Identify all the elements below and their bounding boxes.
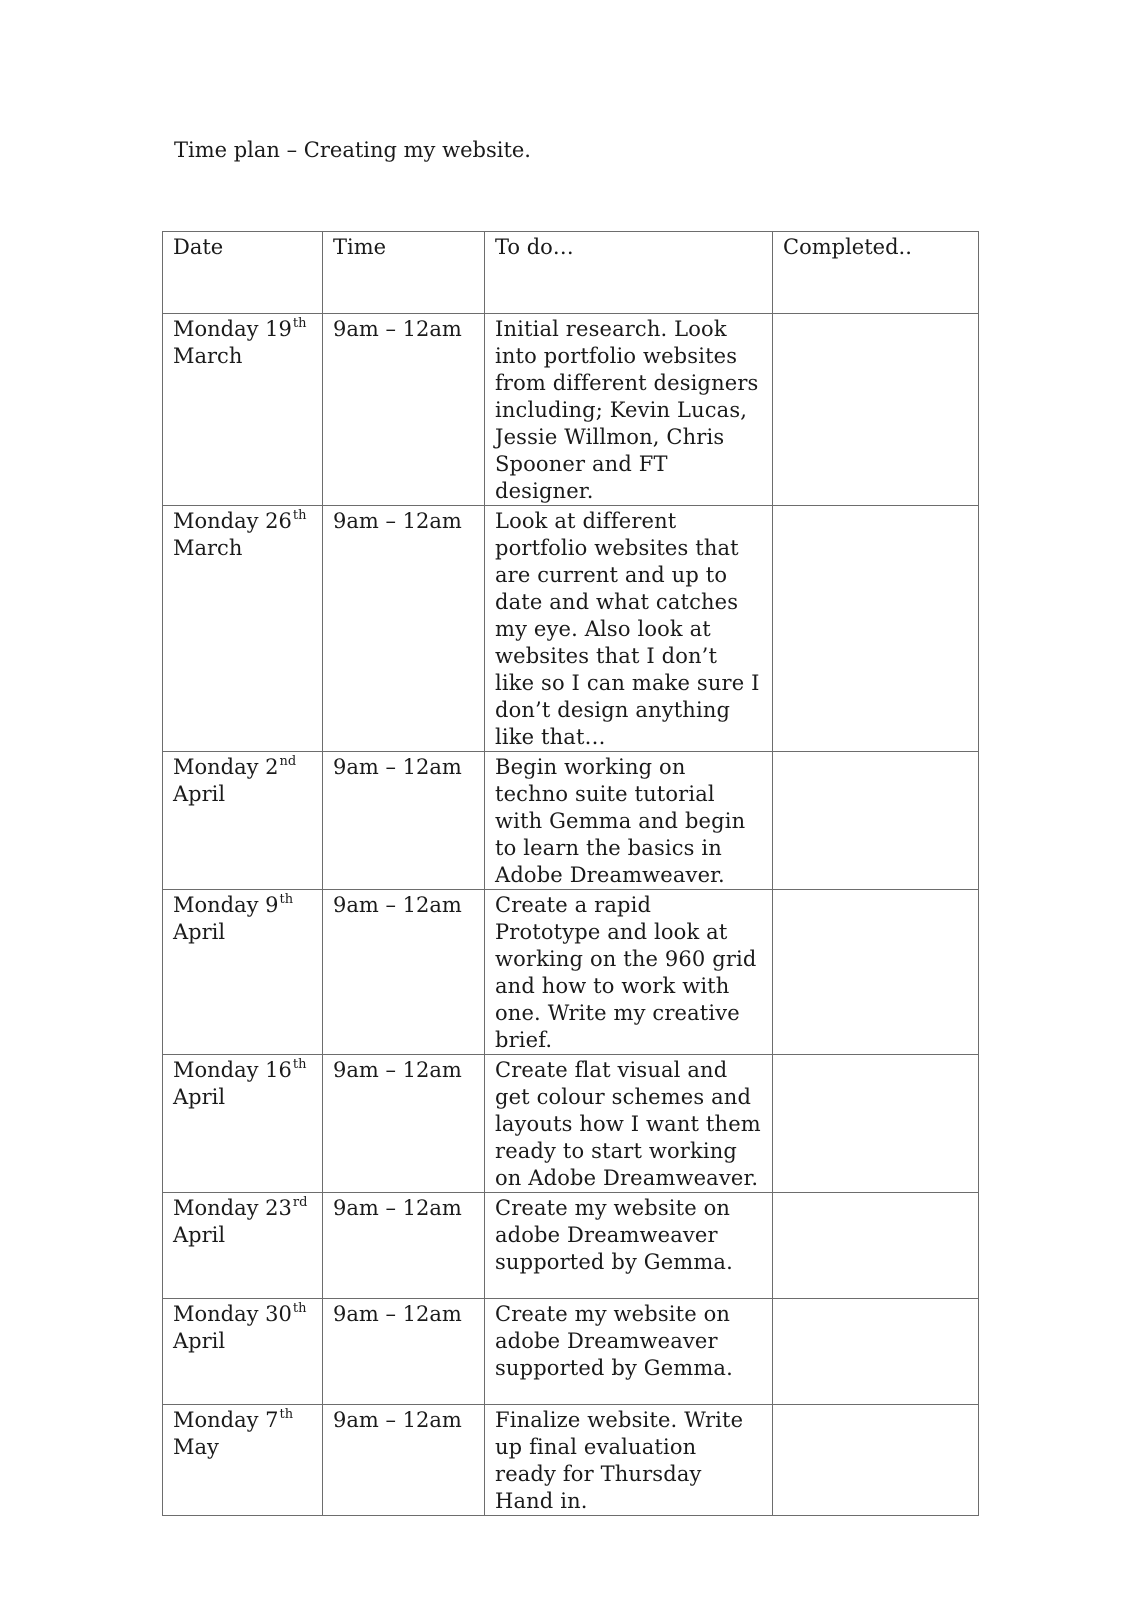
date-cell <box>163 314 323 506</box>
date-month: March <box>173 536 243 560</box>
date-month: May <box>173 1435 219 1459</box>
date-day: Monday 9 <box>173 893 279 917</box>
completed-cell[interactable] <box>773 1055 979 1193</box>
table-row <box>163 1193 979 1299</box>
time-cell: 9am – 12am <box>323 1299 485 1405</box>
completed-cell[interactable] <box>773 1299 979 1405</box>
todo-cell: Create my website on adobe Dreamweaver supported by Gemma. <box>485 1193 773 1299</box>
time-cell: 9am – 12am <box>323 1405 485 1516</box>
todo-cell: Look at different portfolio websites that are current and up to date and what catches my eye. Also look at websites that I don’t like so I can make sure I don’t design anything like that… <box>485 506 773 752</box>
date-suffix: th <box>279 892 294 907</box>
completed-cell[interactable] <box>773 890 979 1055</box>
table-row <box>163 1055 979 1193</box>
date-cell <box>163 1299 323 1405</box>
date-suffix: nd <box>279 754 297 769</box>
date-cell <box>163 1055 323 1193</box>
completed-cell[interactable] <box>773 752 979 890</box>
completed-cell[interactable] <box>773 1193 979 1299</box>
date-cell <box>163 890 323 1055</box>
date-suffix: th <box>279 1407 294 1422</box>
time-cell: 9am – 12am <box>323 1055 485 1193</box>
time-cell: 9am – 12am <box>323 890 485 1055</box>
table-row <box>163 1405 979 1516</box>
table-row <box>163 506 979 752</box>
date-day: Monday 26 <box>173 509 292 533</box>
header-time: Time <box>323 232 485 314</box>
date-day: Monday 23 <box>173 1196 292 1220</box>
date-day: Monday 19 <box>173 317 292 341</box>
table-row <box>163 890 979 1055</box>
date-day: Monday 16 <box>173 1058 292 1082</box>
date-cell <box>163 752 323 890</box>
todo-cell: Initial research. Look into portfolio websites from different designers including; Kevin Lucas, Jessie Willmon, Chris Spooner and FT designer. <box>485 314 773 506</box>
date-suffix: th <box>292 316 307 331</box>
date-month: April <box>173 1085 226 1109</box>
date-day: Monday 30 <box>173 1302 292 1326</box>
date-day: Monday 7 <box>173 1408 279 1432</box>
date-cell <box>163 1405 323 1516</box>
todo-cell: Create my website on adobe Dreamweaver supported by Gemma. <box>485 1299 773 1405</box>
date-suffix: th <box>292 1057 307 1072</box>
header-completed: Completed.. <box>773 232 979 314</box>
header-todo: To do… <box>485 232 773 314</box>
time-cell: 9am – 12am <box>323 314 485 506</box>
completed-cell[interactable] <box>773 1405 979 1516</box>
date-cell <box>163 506 323 752</box>
time-cell: 9am – 12am <box>323 506 485 752</box>
date-month: April <box>173 920 226 944</box>
header-date: Date <box>163 232 323 314</box>
table-row <box>163 1299 979 1405</box>
date-month: March <box>173 344 243 368</box>
todo-cell: Create flat visual and get colour schemes and layouts how I want them ready to start working on Adobe Dreamweaver. <box>485 1055 773 1193</box>
date-suffix: th <box>292 1301 307 1316</box>
todo-cell: Begin working on techno suite tutorial with Gemma and begin to learn the basics in Adobe Dreamweaver. <box>485 752 773 890</box>
completed-cell[interactable] <box>773 314 979 506</box>
date-month: April <box>173 1329 226 1353</box>
time-cell: 9am – 12am <box>323 752 485 890</box>
table-row <box>163 314 979 506</box>
document-title: Time plan – Creating my website. <box>174 138 531 162</box>
time-cell: 9am – 12am <box>323 1193 485 1299</box>
date-month: April <box>173 1223 226 1247</box>
table-row <box>163 752 979 890</box>
date-cell <box>163 1193 323 1299</box>
date-suffix: th <box>292 508 307 523</box>
todo-cell: Create a rapid Prototype and look at working on the 960 grid and how to work with one. Write my creative brief. <box>485 890 773 1055</box>
completed-cell[interactable] <box>773 506 979 752</box>
date-month: April <box>173 782 226 806</box>
date-suffix: rd <box>292 1195 308 1210</box>
table-header-row <box>163 232 979 314</box>
date-day: Monday 2 <box>173 755 279 779</box>
todo-cell: Finalize website. Write up final evaluation ready for Thursday Hand in. <box>485 1405 773 1516</box>
time-plan-table <box>162 231 979 1516</box>
